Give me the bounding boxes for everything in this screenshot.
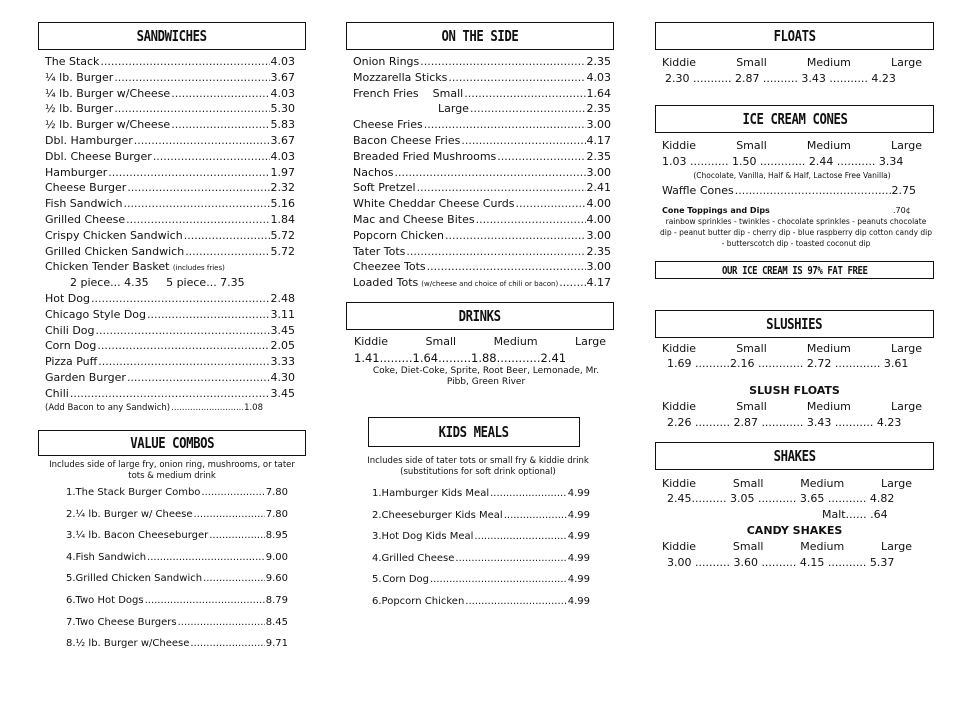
item-name: Cheeseburger Kids Meal [381,509,503,521]
item-price: 4.03 [270,86,295,100]
item-number: 1. [66,487,76,498]
cones-title: ICE CREAM CONES [742,110,847,128]
size-label: Kiddie [662,139,697,152]
item-price: 1.08 [244,402,263,413]
size-label: Medium [800,477,845,490]
size-label: Large [891,342,922,355]
item-name: Grilled Chicken Sandwich [75,573,203,585]
item-name: Corn Dog [45,339,97,353]
candy-shakes-sizes [662,540,912,553]
item-price: 2.35 [586,55,611,68]
item-price: 5.72 [270,244,295,258]
menu-item [45,166,295,181]
combo-item [66,509,288,524]
on-the-side-title: ON THE SIDE [441,27,519,45]
size-label: Kiddie [354,335,389,348]
item-note: (w/cheese and choice of chili or bacon) [421,280,559,289]
item-price: 2.32 [270,181,295,195]
value-combos-note: Includes side of large fry, onion ring, mushrooms, or tater tots & medium drink [49,460,295,481]
menu-item [45,55,295,70]
item-price: 5.72 [270,228,295,242]
combo-item [66,595,288,610]
item-price: 3.67 [270,70,295,84]
combo-item [66,638,288,653]
size-label: Kiddie [662,477,697,490]
item-price: 3.45 [270,323,295,337]
slush-floats-sizes [662,400,922,413]
item-number: 4. [66,551,76,563]
size-label: Small [425,335,457,348]
item-price: 5.16 [270,197,295,211]
kids-meals-header [368,417,580,447]
shakes-sizes [662,477,912,490]
size-label: Large [575,335,606,348]
toppings-list: rainbow sprinkles - twinkles - chocolate sprinkles - peanuts chocolate dip - peanut butter dip - cherry dip - blue raspberry dip cotton candy dip - butterscotch dip - toasted coconut dip [660,217,933,248]
item-price: 4.17 [586,276,611,290]
toppings-label: Cone Toppings and Dips [662,206,770,215]
size-label: Large [891,139,922,152]
size-label: Small [736,342,767,355]
combo-item [66,530,288,545]
menu-item [45,102,295,117]
tender-basket [45,260,225,273]
item-name: Mac and Cheese Bites [353,213,475,226]
item-price: 2.35 [586,149,611,163]
combo-item [66,487,288,502]
menu-item [45,355,295,370]
item-price: 2.35 [586,244,611,258]
item-name: Hamburger [45,165,108,179]
item-price: 4.99 [567,595,590,607]
drinks-sizes [354,335,606,348]
size-label: Small [732,540,764,553]
item-number: 7. [66,616,76,628]
sandwiches-header [38,22,306,50]
kids-meals-title: KIDS MEALS [439,423,509,441]
item-number: 2. [372,509,382,521]
item-number: 3. [66,530,76,542]
size-label: Small [736,139,767,152]
item-name: Fish Sandwich [45,197,123,211]
item-name: Dbl. Hamburger [45,134,133,147]
item-price: 4.99 [567,531,590,542]
item-name: White Cheddar Cheese Curds [353,197,515,211]
item-price: 8.95 [265,530,288,542]
menu-item [45,339,295,354]
item-name: ½ lb. Burger w/Cheese [75,638,190,650]
slushies-sizes [662,342,922,355]
item-name: Dbl. Cheese Burger [45,149,152,163]
item-name: Garden Burger [45,371,126,384]
cones-sizes [662,139,922,152]
item-name: Grilled Chicken Sandwich [45,244,185,258]
item-price: 5.83 [270,118,295,132]
menu-item [45,308,295,323]
item-price: 3.00 [586,165,611,179]
floats-title: FLOATS [773,27,816,45]
menu-item [353,150,611,165]
menu-item [45,213,295,228]
item-number: 5. [66,573,76,585]
item-price: 3.00 [586,118,611,132]
candy-shakes-title: CANDY SHAKES [746,524,843,537]
menu-item [353,87,611,102]
item-price: 4.00 [586,197,611,211]
toppings-price: .70¢ [893,206,911,215]
item-price: 3.33 [270,355,295,369]
item-name: Hot Dog [45,292,90,305]
menu-item [45,71,295,86]
item-price: 5.30 [270,102,295,116]
item-name: The Stack Burger Combo [75,487,201,498]
menu-item [45,292,295,307]
floats-header [655,22,934,50]
kids-meal-item [372,531,590,546]
item-name: Grilled Cheese [381,552,455,564]
item-price: 3.00 [586,228,611,242]
candy-shakes-prices: 3.00 .......... 3.60 .......... 4.15 ........... 5.37 [667,556,895,569]
menu-item [45,197,295,212]
size-label: Large [891,400,922,413]
item-number: 4. [372,552,382,564]
item-name: ½ lb. Burger w/Cheese [45,118,171,132]
item-price: 7.80 [265,487,288,498]
item-price: 2.48 [270,292,295,305]
size-label: Medium [806,342,851,355]
size-label: Medium [806,139,851,152]
size-label: Large [881,477,912,490]
item-number: 2. [66,508,76,520]
tender-basket-prices: 2 piece... 4.35 5 piece... 7.35 [70,276,245,290]
item-name: Two Cheese Burgers [75,616,177,628]
item-name: Cheese Fries [353,118,423,132]
menu-item [353,134,611,149]
menu-item [45,134,295,149]
item-price: 2.75 [891,184,916,197]
drinks-title: DRINKS [459,307,501,325]
cones-flavors: (Chocolate, Vanilla, Half & Half, Lactose Free Vanilla) [693,171,891,180]
drinks-note: Coke, Diet-Coke, Sprite, Root Beer, Lemonade, Mr. Pibb, Green River [372,366,600,387]
menu-item [353,181,611,196]
item-name: Mozzarella Sticks [353,70,448,84]
menu-item [45,403,263,418]
size-label: Medium [493,335,538,348]
item-name: ½ lb. Burger [45,102,114,116]
item-name: Chili Dog [45,323,95,337]
menu-item [353,118,611,133]
item-name: Onion Rings [353,55,420,68]
item-name: Hamburger Kids Meal [381,488,490,499]
item-name: Cheese Burger [45,181,127,195]
item-name: Pizza Puff [45,355,98,369]
menu-item [45,245,295,260]
size-label: Medium [800,540,845,553]
slush-floats-title: SLUSH FLOATS [749,384,840,397]
size-label: Small [736,400,767,413]
item-name: Bacon Cheese Fries [353,134,461,147]
waffle-cones-item [662,184,916,199]
size-label: Small [736,56,767,69]
floats-sizes [662,56,922,69]
item-price: 3.45 [270,386,295,400]
size-label: Kiddie [662,342,697,355]
size-label: Medium [806,56,851,69]
size-label: Kiddie [662,540,697,553]
item-number: 6. [372,595,382,607]
menu-item [353,245,611,260]
item-name: Popcorn Chicken [381,595,465,607]
item-name: Chicago Style Dog [45,307,147,321]
size-label: Medium [806,400,851,413]
item-name: Waffle Cones [662,184,734,197]
item-name: Cheezee Tots [353,260,426,274]
item-price: 4.03 [270,55,295,68]
item-name: Fish Sandwich [75,551,147,563]
item-name: Two Hot Dogs [75,595,144,606]
item-name: Hot Dog Kids Meal [381,531,474,542]
shakes-title: SHAKES [773,447,816,465]
slushies-title: SLUSHIES [766,315,823,333]
menu-item [353,276,611,291]
item-price: 3.00 [586,260,611,274]
item-name: Breaded Fried Mushrooms [353,149,497,163]
kids-meal-item [372,488,590,503]
item-name: Crispy Chicken Sandwich [45,228,183,242]
item-price: 4.99 [567,488,590,499]
shakes-header [655,442,934,470]
item-price: 7.80 [265,508,288,520]
drinks-prices: 1.41.........1.64.........1.88............2.41 [354,351,567,365]
item-name: (Add Bacon to any Sandwich) [45,402,171,413]
menu-item [353,71,611,86]
menu-item [45,371,295,386]
menu-item [45,150,295,165]
cones-prices: 1.03 ........... 1.50 ............. 2.44 ........... 3.34 [662,155,904,168]
shakes-prices: 2.45.......... 3.05 ........... 3.65 ........... 4.82 [667,492,895,505]
item-price: 4.03 [586,70,611,84]
drinks-header [346,302,614,330]
fat-free-banner [655,261,934,279]
kids-meal-item [372,596,590,611]
item-name: ¼ lb. Burger [45,70,114,84]
size-label: Large [891,56,922,69]
kids-meal-item [372,553,590,568]
menu-item [353,260,611,275]
item-name: Popcorn Chicken [353,228,445,242]
item-price: 4.30 [270,371,295,384]
item-price: 8.45 [265,616,288,628]
slushies-header [655,310,934,338]
value-combos-header [38,430,306,456]
slush-floats-prices: 2.26 .......... 2.87 ............ 3.43 ........... 4.23 [667,416,902,429]
fat-free-text: OUR ICE CREAM IS 97% FAT FREE [721,263,868,277]
item-number: 8. [66,638,76,650]
item-name: ¼ lb. Burger w/Cheese [45,86,171,100]
menu-item [45,87,295,102]
item-price: 3.67 [270,134,295,147]
item-number: 1. [372,488,382,499]
value-combos-title: VALUE COMBOS [130,434,214,452]
item-name: Chicken Tender Basket [45,260,170,274]
item-price: 9.71 [265,638,288,650]
cones-header [655,105,934,133]
item-name: ¼ lb. Burger w/ Cheese [75,508,193,520]
sandwiches-title: SANDWICHES [137,27,207,45]
item-name: Corn Dog [382,574,429,585]
item-name: Tater Tots [353,244,406,258]
size-label: Small [732,477,764,490]
combo-item [66,617,288,632]
item-price: 4.99 [567,574,590,585]
menu-item [353,166,611,181]
menu-item [353,55,611,70]
slushies-prices: 1.69 ..........2.16 ............. 2.72 ............. 3.61 [667,357,909,370]
combo-item [66,573,288,588]
item-price: 1.97 [270,165,295,179]
size-label: Kiddie [662,400,697,413]
size-label: Large [881,540,912,553]
kids-meal-item [372,510,590,525]
item-name: Chili [45,386,69,400]
item-price: 3.11 [270,307,295,321]
item-name: French Fries Small [353,86,464,100]
menu-item [353,213,611,228]
item-price: 4.03 [270,149,295,163]
menu-item [45,118,295,133]
item-price: 4.99 [567,509,590,521]
item-name: ¼ lb. Bacon Cheeseburger [75,530,209,542]
item-note: (includes fries) [172,264,225,273]
menu-item [45,229,295,244]
item-number: 6. [66,595,76,606]
menu-item [45,324,295,339]
item-name: The Stack [45,55,100,68]
item-name: Large [438,102,469,116]
menu-item [353,229,611,244]
item-price: 2.35 [586,102,611,116]
item-price: 4.99 [567,552,590,564]
item-price: 2.05 [270,339,295,353]
item-price: 2.41 [586,181,611,195]
item-name: Grilled Cheese [45,213,126,226]
menu-item [353,197,611,212]
item-price: 4.17 [586,134,611,147]
item-name: Nachos [353,165,394,179]
size-label: Kiddie [662,56,697,69]
item-name: Soft Pretzel [353,181,416,195]
item-price: 1.84 [270,213,295,226]
item-price: 4.00 [586,213,611,226]
item-name: Loaded Tots [353,276,419,290]
menu-item [45,181,295,196]
floats-prices: 2.30 ........... 2.87 .......... 3.43 ........... 4.23 [665,72,896,85]
menu-item [438,102,611,117]
on-the-side-header [346,22,614,50]
item-price: 8.79 [265,595,288,606]
combo-item [66,552,288,567]
item-price: 9.60 [265,573,288,585]
item-price: 1.64 [586,86,611,100]
item-number: 5. [372,574,382,585]
item-price: 9.00 [265,551,288,563]
menu-item [45,387,295,402]
kids-meals-note: Includes side of tater tots or small fry & kiddie drink (substitutions for soft drink optional) [367,456,589,477]
malt-price: Malt...... .64 [822,508,888,521]
item-number: 3. [372,531,382,542]
kids-meal-item [372,574,590,589]
